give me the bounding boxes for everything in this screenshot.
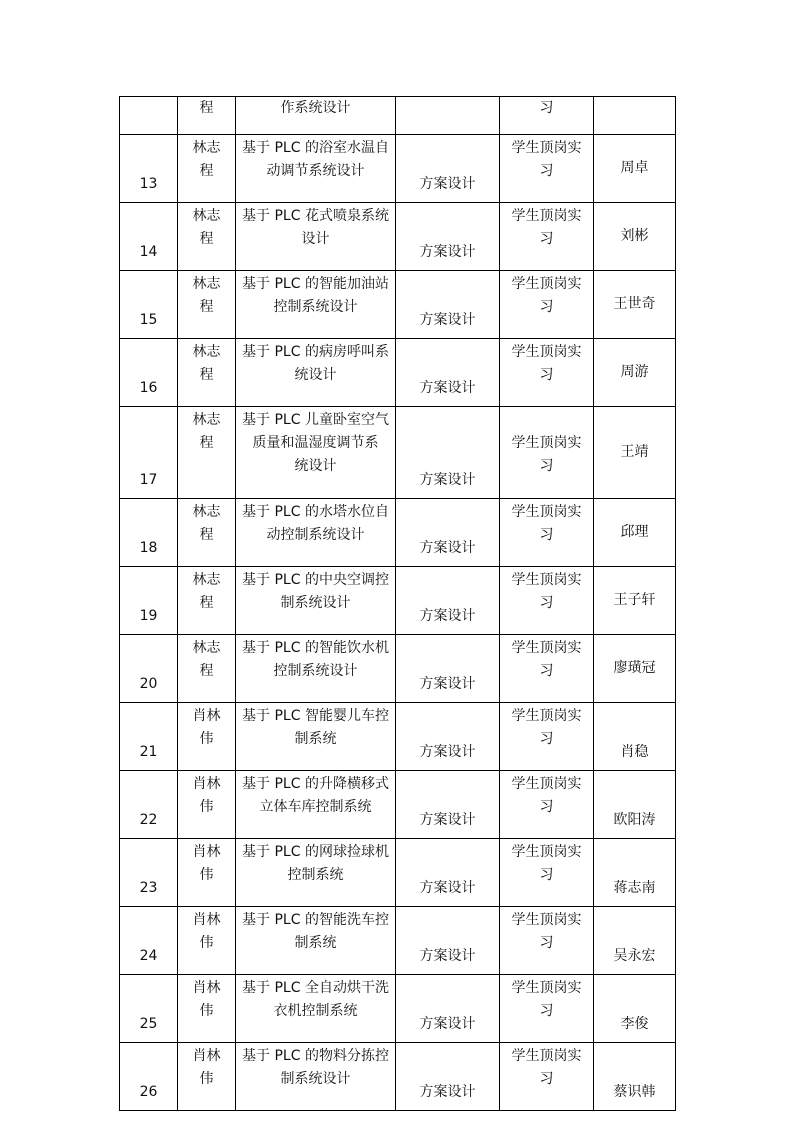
table-row bbox=[120, 703, 676, 771]
cell-teacher bbox=[178, 771, 236, 839]
cell-student bbox=[594, 135, 676, 203]
source-text: 学生顶岗实 bbox=[511, 572, 582, 588]
teacher-text: 伟 bbox=[199, 1003, 214, 1019]
teacher-text: 林志 bbox=[192, 344, 221, 360]
type-text: 方案设计 bbox=[419, 676, 476, 692]
source-text: 学生顶岗实 bbox=[511, 504, 582, 520]
title-text: 基于 PLC 的物料分拣控 bbox=[242, 1048, 389, 1064]
cell-title bbox=[236, 203, 396, 271]
title-text: 基于 PLC 全自动烘干洗 bbox=[242, 980, 389, 996]
cell-type bbox=[396, 839, 500, 907]
cell-source bbox=[500, 703, 594, 771]
source-text: 学生顶岗实 bbox=[511, 208, 582, 224]
cell-number bbox=[120, 907, 178, 975]
teacher-text: 肖林 bbox=[192, 912, 221, 928]
type-text: 方案设计 bbox=[419, 312, 476, 328]
cell-type bbox=[396, 407, 500, 499]
cell-type bbox=[396, 567, 500, 635]
cell-title bbox=[236, 975, 396, 1043]
cell-type bbox=[396, 203, 500, 271]
teacher-text: 林志 bbox=[192, 572, 221, 588]
title-text: 基于 PLC 的水塔水位自 bbox=[242, 504, 389, 520]
cell-number bbox=[120, 135, 178, 203]
cell-source bbox=[500, 135, 594, 203]
row-number: 13 bbox=[139, 176, 158, 192]
table-row bbox=[120, 203, 676, 271]
source-text: 习 bbox=[539, 1003, 554, 1019]
cell-source bbox=[500, 771, 594, 839]
cell-student bbox=[594, 271, 676, 339]
teacher-text: 肖林 bbox=[192, 708, 221, 724]
type-text: 方案设计 bbox=[419, 176, 476, 192]
cell-title bbox=[236, 567, 396, 635]
teacher-text: 肖林 bbox=[192, 1048, 221, 1064]
type-text: 方案设计 bbox=[419, 380, 476, 396]
row-number: 23 bbox=[139, 880, 158, 896]
student-name: 刘彬 bbox=[620, 228, 649, 244]
title-text: 统设计 bbox=[294, 367, 337, 383]
row-number: 16 bbox=[139, 380, 158, 396]
teacher-text: 伟 bbox=[199, 935, 214, 951]
source-text: 学生顶岗实 bbox=[511, 435, 582, 451]
source-text: 学生顶岗实 bbox=[511, 640, 582, 656]
source-text: 学生顶岗实 bbox=[511, 708, 582, 724]
teacher-text: 肖林 bbox=[192, 980, 221, 996]
cell-number bbox=[120, 339, 178, 407]
row-number: 22 bbox=[139, 812, 158, 828]
teacher-text: 程 bbox=[199, 527, 214, 543]
cell-title bbox=[236, 339, 396, 407]
row-number: 21 bbox=[139, 744, 158, 760]
student-name: 周卓 bbox=[620, 160, 649, 176]
cell-teacher bbox=[178, 907, 236, 975]
title-text: 基于 PLC 的智能饮水机 bbox=[242, 640, 389, 656]
cell-title bbox=[236, 771, 396, 839]
teacher-text: 程 bbox=[199, 367, 214, 383]
cell-teacher bbox=[178, 499, 236, 567]
row-number: 24 bbox=[139, 948, 158, 964]
source-text: 习 bbox=[539, 1071, 554, 1087]
cell-type bbox=[396, 97, 500, 135]
table-row-continued bbox=[120, 97, 676, 135]
cell-source bbox=[500, 635, 594, 703]
source-text: 学生顶岗实 bbox=[511, 844, 582, 860]
cell-title bbox=[236, 839, 396, 907]
row-number: 26 bbox=[139, 1084, 158, 1100]
cell-number bbox=[120, 1043, 178, 1111]
source-text: 习 bbox=[539, 935, 554, 951]
type-text: 方案设计 bbox=[419, 744, 476, 760]
cell-number bbox=[120, 839, 178, 907]
cell-teacher bbox=[178, 839, 236, 907]
cell-type bbox=[396, 907, 500, 975]
student-name: 邱理 bbox=[620, 524, 649, 540]
cell-source bbox=[500, 839, 594, 907]
cell-teacher bbox=[178, 567, 236, 635]
cell-type bbox=[396, 135, 500, 203]
type-text: 方案设计 bbox=[419, 608, 476, 624]
cell-teacher bbox=[178, 975, 236, 1043]
cell-title bbox=[236, 703, 396, 771]
cell-number bbox=[120, 407, 178, 499]
type-text: 方案设计 bbox=[419, 948, 476, 964]
cell-source bbox=[500, 975, 594, 1043]
cell-number bbox=[120, 97, 178, 135]
cell-number bbox=[120, 567, 178, 635]
teacher-text: 林志 bbox=[192, 140, 221, 156]
cell-type bbox=[396, 635, 500, 703]
cell-student bbox=[594, 567, 676, 635]
type-text: 方案设计 bbox=[419, 880, 476, 896]
source-text: 学生顶岗实 bbox=[511, 344, 582, 360]
source-text: 习 bbox=[539, 731, 554, 747]
teacher-text: 林志 bbox=[192, 640, 221, 656]
source-text: 习 bbox=[539, 367, 554, 383]
student-name: 周游 bbox=[620, 364, 649, 380]
student-name: 蔡识韩 bbox=[613, 1084, 656, 1100]
teacher-text: 林志 bbox=[192, 208, 221, 224]
cell-number bbox=[120, 771, 178, 839]
cell-type bbox=[396, 975, 500, 1043]
title-text: 控制系统 bbox=[287, 867, 344, 883]
row-number: 14 bbox=[139, 244, 158, 260]
source-text: 习 bbox=[539, 299, 554, 315]
teacher-text: 林志 bbox=[192, 412, 221, 428]
teacher-text: 伟 bbox=[199, 799, 214, 815]
cell-title bbox=[236, 407, 396, 499]
source-text: 习 bbox=[539, 663, 554, 679]
cell-source bbox=[500, 907, 594, 975]
cell-type bbox=[396, 339, 500, 407]
cell-number bbox=[120, 635, 178, 703]
cell-source bbox=[500, 339, 594, 407]
title-text: 作系统设计 bbox=[280, 100, 351, 116]
cell-type bbox=[396, 499, 500, 567]
student-name: 王世奇 bbox=[613, 296, 656, 312]
title-text: 控制系统设计 bbox=[273, 299, 358, 315]
cell-title bbox=[236, 271, 396, 339]
row-number: 19 bbox=[139, 608, 158, 624]
cell-teacher bbox=[178, 271, 236, 339]
cell-teacher bbox=[178, 97, 236, 135]
title-text: 控制系统设计 bbox=[273, 663, 358, 679]
source-text: 习 bbox=[539, 231, 554, 247]
cell-teacher bbox=[178, 635, 236, 703]
cell-number bbox=[120, 203, 178, 271]
cell-student bbox=[594, 407, 676, 499]
teacher-text: 肖林 bbox=[192, 844, 221, 860]
teacher-text: 林志 bbox=[192, 504, 221, 520]
cell-source bbox=[500, 567, 594, 635]
table-row bbox=[120, 135, 676, 203]
cell-number bbox=[120, 703, 178, 771]
table-row bbox=[120, 339, 676, 407]
type-text: 方案设计 bbox=[419, 1016, 476, 1032]
row-number: 17 bbox=[139, 472, 158, 488]
type-text: 方案设计 bbox=[419, 472, 476, 488]
source-text: 习 bbox=[539, 458, 554, 474]
title-text: 基于 PLC 的智能加油站 bbox=[242, 276, 389, 292]
type-text: 方案设计 bbox=[419, 1084, 476, 1100]
source-text: 学生顶岗实 bbox=[511, 980, 582, 996]
teacher-text: 伟 bbox=[199, 867, 214, 883]
cell-student bbox=[594, 839, 676, 907]
student-name: 李俊 bbox=[620, 1016, 649, 1032]
cell-title bbox=[236, 499, 396, 567]
cell-title bbox=[236, 97, 396, 135]
source-text: 习 bbox=[539, 867, 554, 883]
table-row bbox=[120, 567, 676, 635]
title-text: 基于 PLC 的升降横移式 bbox=[242, 776, 389, 792]
title-text: 制系统设计 bbox=[280, 595, 351, 611]
cell-student bbox=[594, 499, 676, 567]
source-text: 学生顶岗实 bbox=[511, 912, 582, 928]
teacher-text: 程 bbox=[199, 435, 214, 451]
row-number: 25 bbox=[139, 1016, 158, 1032]
title-text: 基于 PLC 的智能洗车控 bbox=[242, 912, 389, 928]
source-text: 学生顶岗实 bbox=[511, 1048, 582, 1064]
type-text: 方案设计 bbox=[419, 244, 476, 260]
cell-teacher bbox=[178, 339, 236, 407]
teacher-text: 程 bbox=[199, 299, 214, 315]
source-text: 学生顶岗实 bbox=[511, 140, 582, 156]
source-text: 习 bbox=[539, 527, 554, 543]
source-text: 习 bbox=[539, 100, 554, 116]
source-text: 习 bbox=[539, 799, 554, 815]
cell-type bbox=[396, 703, 500, 771]
cell-teacher bbox=[178, 407, 236, 499]
teacher-text: 伟 bbox=[199, 1071, 214, 1087]
source-text: 学生顶岗实 bbox=[511, 276, 582, 292]
table-row bbox=[120, 407, 676, 499]
title-text: 衣机控制系统 bbox=[273, 1003, 358, 1019]
title-text: 基于 PLC 的病房呼叫系 bbox=[242, 344, 389, 360]
teacher-text: 程 bbox=[199, 663, 214, 679]
title-text: 制系统 bbox=[294, 731, 337, 747]
row-number: 18 bbox=[139, 540, 158, 556]
teacher-text: 程 bbox=[199, 231, 214, 247]
student-name: 王子轩 bbox=[613, 592, 656, 608]
cell-type bbox=[396, 1043, 500, 1111]
table-row bbox=[120, 907, 676, 975]
cell-source bbox=[500, 97, 594, 135]
source-text: 习 bbox=[539, 595, 554, 611]
cell-teacher bbox=[178, 703, 236, 771]
title-text: 制系统设计 bbox=[280, 1071, 351, 1087]
table-row bbox=[120, 635, 676, 703]
thesis-topic-table bbox=[119, 96, 676, 1111]
title-text: 基于 PLC 儿童卧室空气 bbox=[242, 412, 389, 428]
cell-title bbox=[236, 907, 396, 975]
cell-teacher bbox=[178, 135, 236, 203]
type-text: 方案设计 bbox=[419, 812, 476, 828]
title-text: 制系统 bbox=[294, 935, 337, 951]
title-text: 基于 PLC 的中央空调控 bbox=[242, 572, 389, 588]
cell-source bbox=[500, 499, 594, 567]
title-text: 动控制系统设计 bbox=[266, 527, 365, 543]
cell-teacher bbox=[178, 1043, 236, 1111]
table-row bbox=[120, 771, 676, 839]
type-text: 方案设计 bbox=[419, 540, 476, 556]
title-text: 设计 bbox=[301, 231, 330, 247]
cell-number bbox=[120, 271, 178, 339]
cell-student bbox=[594, 703, 676, 771]
student-name: 欧阳涛 bbox=[613, 812, 656, 828]
row-number: 20 bbox=[139, 676, 158, 692]
cell-student bbox=[594, 203, 676, 271]
teacher-text: 肖林 bbox=[192, 776, 221, 792]
teacher-text: 程 bbox=[199, 100, 214, 116]
student-name: 肖稳 bbox=[620, 744, 649, 760]
cell-source bbox=[500, 407, 594, 499]
title-text: 立体车库控制系统 bbox=[259, 799, 372, 815]
student-name: 王靖 bbox=[620, 444, 649, 460]
cell-number bbox=[120, 499, 178, 567]
cell-number bbox=[120, 975, 178, 1043]
source-text: 学生顶岗实 bbox=[511, 776, 582, 792]
cell-student bbox=[594, 635, 676, 703]
title-text: 质量和温湿度调节系 bbox=[252, 435, 379, 451]
teacher-text: 程 bbox=[199, 595, 214, 611]
teacher-text: 程 bbox=[199, 163, 214, 179]
cell-student bbox=[594, 1043, 676, 1111]
source-text bbox=[500, 409, 593, 432]
table-body bbox=[120, 97, 676, 1111]
cell-teacher bbox=[178, 203, 236, 271]
table-row bbox=[120, 1043, 676, 1111]
cell-title bbox=[236, 635, 396, 703]
cell-source bbox=[500, 271, 594, 339]
cell-source bbox=[500, 203, 594, 271]
table-row bbox=[120, 271, 676, 339]
cell-type bbox=[396, 771, 500, 839]
table-row bbox=[120, 975, 676, 1043]
title-text: 动调节系统设计 bbox=[266, 163, 365, 179]
title-text: 统设计 bbox=[294, 458, 337, 474]
cell-student bbox=[594, 975, 676, 1043]
cell-title bbox=[236, 135, 396, 203]
cell-title bbox=[236, 1043, 396, 1111]
table-row bbox=[120, 839, 676, 907]
title-text: 基于 PLC 智能婴儿车控 bbox=[242, 708, 389, 724]
table-row bbox=[120, 499, 676, 567]
cell-student bbox=[594, 97, 676, 135]
cell-source bbox=[500, 1043, 594, 1111]
cell-student bbox=[594, 907, 676, 975]
teacher-text: 伟 bbox=[199, 731, 214, 747]
cell-student bbox=[594, 771, 676, 839]
student-name: 吴永宏 bbox=[613, 948, 656, 964]
title-text: 基于 PLC 花式喷泉系统 bbox=[242, 208, 389, 224]
source-text: 习 bbox=[539, 163, 554, 179]
student-name: 廖璜冠 bbox=[613, 660, 656, 676]
teacher-text: 林志 bbox=[192, 276, 221, 292]
title-text: 基于 PLC 的网球捡球机 bbox=[242, 844, 389, 860]
cell-type bbox=[396, 271, 500, 339]
title-text: 基于 PLC 的浴室水温自 bbox=[242, 140, 389, 156]
cell-student bbox=[594, 339, 676, 407]
student-name: 蒋志南 bbox=[613, 880, 656, 896]
row-number: 15 bbox=[139, 312, 158, 328]
